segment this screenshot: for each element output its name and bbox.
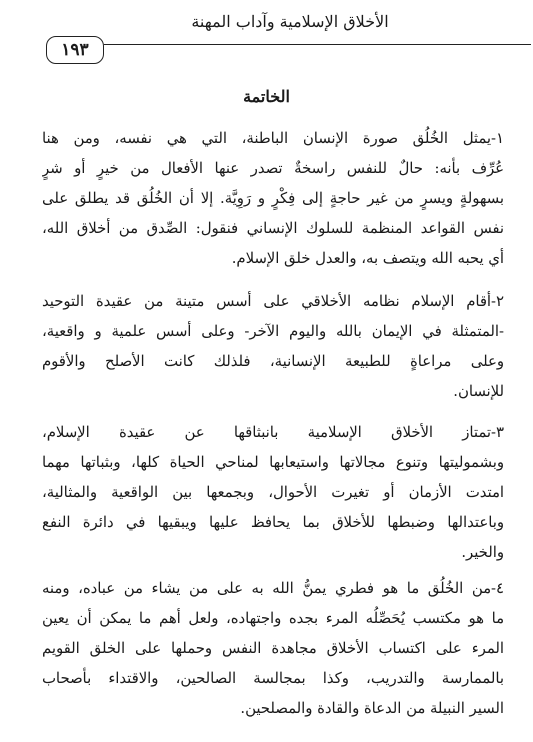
paragraph-2 — [42, 287, 504, 407]
page-number: ١٩٣ — [46, 36, 104, 64]
paragraph-line: للإنسان. — [453, 383, 504, 400]
paragraph-line: نفس القواعد المنظمة للسلوك الإنساني فنقول: الصِّدق من أخلاق الله، — [42, 220, 504, 237]
paragraph-line: بالممارسة والتدريب، وكذا بمجالسة الصالحين، والاقتداء بأصحاب — [42, 670, 504, 687]
paragraph-line: ٣-تمتاز الأخلاق الإسلامية بانبثاقها عن عقيدة الإسلام، — [42, 424, 504, 441]
header-rule — [104, 44, 531, 45]
paragraph-4 — [42, 574, 504, 724]
paragraph-line: المرء على اكتساب الأخلاق مجاهدة النفس وحملها على الخلق القويم — [42, 640, 504, 657]
paragraph-line: والخير. — [461, 544, 504, 561]
paragraph-line: وباعتدالها وضبطها للأخلاق بما يحافظ عليها ويبقيها في دائرة النفع — [42, 514, 504, 531]
running-header-title: الأخلاق الإسلامية وآداب المهنة — [191, 12, 389, 31]
paragraph-line: ٢-أقام الإسلام نظامه الأخلاقي على أسس متينة من عقيدة التوحيد — [42, 293, 504, 310]
section-title: الخاتمة — [243, 87, 290, 106]
paragraph-line: أي يحبه الله ويتصف به، والعدل خلق الإسلام. — [231, 250, 504, 267]
paragraph-line: السير النبيلة من الدعاة والقادة والمصلحين. — [240, 700, 504, 717]
paragraph-line: وبشموليتها وتنوع مجالاتها واستيعابها لمناحي الحياة كلها، وبثباتها مهما — [42, 454, 504, 471]
paragraph-line: امتدت الأزمان أو تغيرت الأحوال، وبجمعها بين الواقعية والمثالية، — [42, 484, 504, 501]
paragraph-line: -المتمثلة في الإيمان بالله واليوم الآخر- وعلى أسس علمية و واقعية، — [42, 323, 504, 340]
paragraph-1 — [42, 124, 504, 274]
paragraph-line: ٤-من الخُلُق ما هو فطري يمنُّ الله به على من يشاء من عباده، ومنه — [42, 580, 504, 597]
paragraph-line: وعلى مراعاةٍ للطبيعة الإنسانية، فلذلك كانت الأصلح والأقوم — [42, 353, 504, 370]
paragraph-line: عُرِّف بأنه: حالٌ للنفس راسخةٌ تصدر عنها الأفعال من خيرٍ أو شرٍ — [42, 160, 504, 177]
paragraph-line: بسهولةٍ ويسرٍ من غير حاجةٍ إلى فِكْرٍ و رَوِيَّة. إلا أن الخُلُق قد يطلق على — [42, 190, 504, 207]
paragraph-3 — [42, 418, 504, 568]
paragraph-line: ما هو مكتسب يُحَصِّلُه المرء بجده واجتهاده، ولعل أهم ما يمكن أن يعين — [42, 610, 504, 627]
paragraph-line: ١-يمثل الخُلُق صورة الإنسان الباطنة، التي هي نفسه، ومن هنا — [42, 130, 504, 147]
